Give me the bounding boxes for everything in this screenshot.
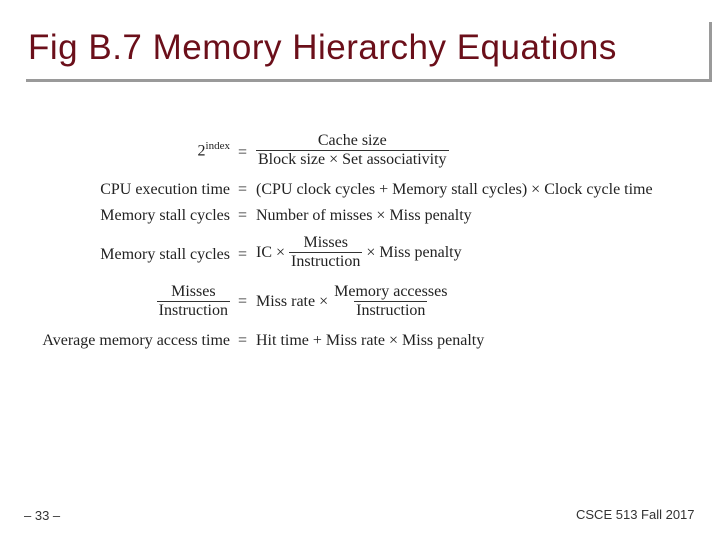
eq4-prefix: IC × xyxy=(256,243,286,261)
eq1-rhs xyxy=(256,132,449,169)
eq6-equals: = xyxy=(238,332,248,349)
eq5-fraction xyxy=(332,283,449,320)
eq4-fraction xyxy=(289,234,362,271)
eq2-rhs: (CPU clock cycles + Memory stall cycles) × Clock cycle time xyxy=(256,181,653,198)
eq3-lhs: Memory stall cycles xyxy=(100,207,230,224)
eq5-rhs xyxy=(256,283,449,320)
page-number: – 33 – xyxy=(24,508,61,523)
eq1-base: 2 xyxy=(197,142,206,160)
eq4-denominator: Instruction xyxy=(291,253,361,270)
eq1-superscript: index xyxy=(205,140,230,152)
eq5-equals: = xyxy=(238,293,248,310)
eq6-lhs: Average memory access time xyxy=(42,332,230,349)
course-label: CSCE 513 Fall 2017 xyxy=(576,507,695,522)
eq6-rhs: Hit time + Miss rate × Miss penalty xyxy=(256,332,485,349)
eq5-numerator: Memory accesses xyxy=(334,283,448,300)
eq5-denominator: Instruction xyxy=(356,302,426,319)
eq4-equals: = xyxy=(238,246,248,263)
eq1-lhs xyxy=(198,140,230,160)
eq3-rhs: Number of misses × Miss penalty xyxy=(256,207,472,224)
eq5-prefix: Miss rate × xyxy=(256,292,329,310)
eq5-lhs-fraction xyxy=(157,283,230,320)
eq1-denominator: Block size × Set associativity xyxy=(258,151,447,168)
eq5-lhs xyxy=(157,283,230,320)
eq2-lhs: CPU execution time xyxy=(100,181,230,198)
eq4-suffix: × Miss penalty xyxy=(366,243,462,261)
eq1-equals: = xyxy=(238,144,248,161)
eq2-equals: = xyxy=(238,181,248,198)
eq4-rhs xyxy=(256,234,462,271)
eq5-lhs-numerator: Misses xyxy=(171,283,216,300)
page-title: Fig B.7 Memory Hierarchy Equations xyxy=(28,28,617,67)
eq4-numerator: Misses xyxy=(303,234,348,251)
eq1-numerator: Cache size xyxy=(317,132,387,149)
eq1-fraction xyxy=(256,132,449,169)
eq3-equals: = xyxy=(238,207,248,224)
eq5-lhs-denominator: Instruction xyxy=(158,302,228,319)
eq4-lhs: Memory stall cycles xyxy=(100,246,230,263)
